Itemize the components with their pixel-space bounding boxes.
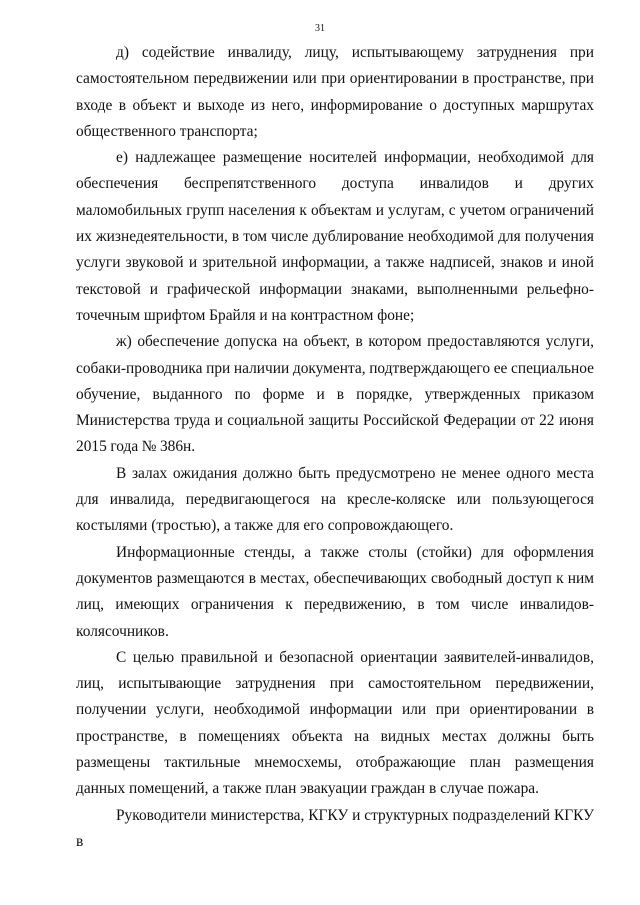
document-body xyxy=(76,40,594,855)
paragraph-e-information-placement: е) надлежащее размещение носителей информации, необходимой для обеспечения беспрепятственного доступа инвалидов и других маломобильных групп населения к объектам и услугам, с учетом ограничений их жизнедеятельности, в том числе дублирование необходимой для получения услуги звуковой и зрительной информации, а также надписей, знаков и иной текстовой и графической информации знаками, выполненными рельефно-точечным шрифтом Брайля и на контрастном фоне; xyxy=(76,149,594,324)
paragraph-d-assistance: д) содействие инвалиду, лицу, испытывающему затруднения при самостоятельном передвижении или при ориентировании в пространстве, при входе в объект и выходе из него, информирование о доступных маршрутах общественного транспорта; xyxy=(76,44,594,140)
paragraph-information-stands: Информационные стенды, а также столы (стойки) для оформления документов размещаются в местах, обеспечивающих свободный доступ к ним лиц, имеющих ограничения к передвижению, в том числе инвалидов-колясочников. xyxy=(76,543,594,640)
paragraph-tactile-mnemonic-schemes: С целью правильной и безопасной ориентации заявителей-инвалидов, лиц, испытывающие затруднения при самостоятельном передвижении, получении услуги, необходимой информации или при ориентировании в пространстве, в помещениях объекта на видных местах должны быть размещены тактильные мнемосхемы, отображающие план размещения данных помещений, а также план эвакуации граждан в случае пожара. xyxy=(76,648,594,798)
page-number: 31 xyxy=(315,23,325,34)
paragraph-managers: Руководители министерства, КГКУ и структурных подразделений КГКУ в xyxy=(76,806,594,850)
paragraph-waiting-rooms: В залах ожидания должно быть предусмотрено не менее одного места для инвалида, передвигающегося на кресле-коляске или пользующегося костылями (тростью), а также для его сопровождающего. xyxy=(76,464,594,535)
paragraph-zh-guide-dog-access: ж) обеспечение допуска на объект, в котором предоставляются услуги, собаки-проводника при наличии документа, подтверждающего ее специальное обучение, выданного по форме и в порядке, утвержденных приказом Министерства труда и социальной защиты Российской Федерации от 22 июня 2015 года № 386н. xyxy=(76,333,594,456)
